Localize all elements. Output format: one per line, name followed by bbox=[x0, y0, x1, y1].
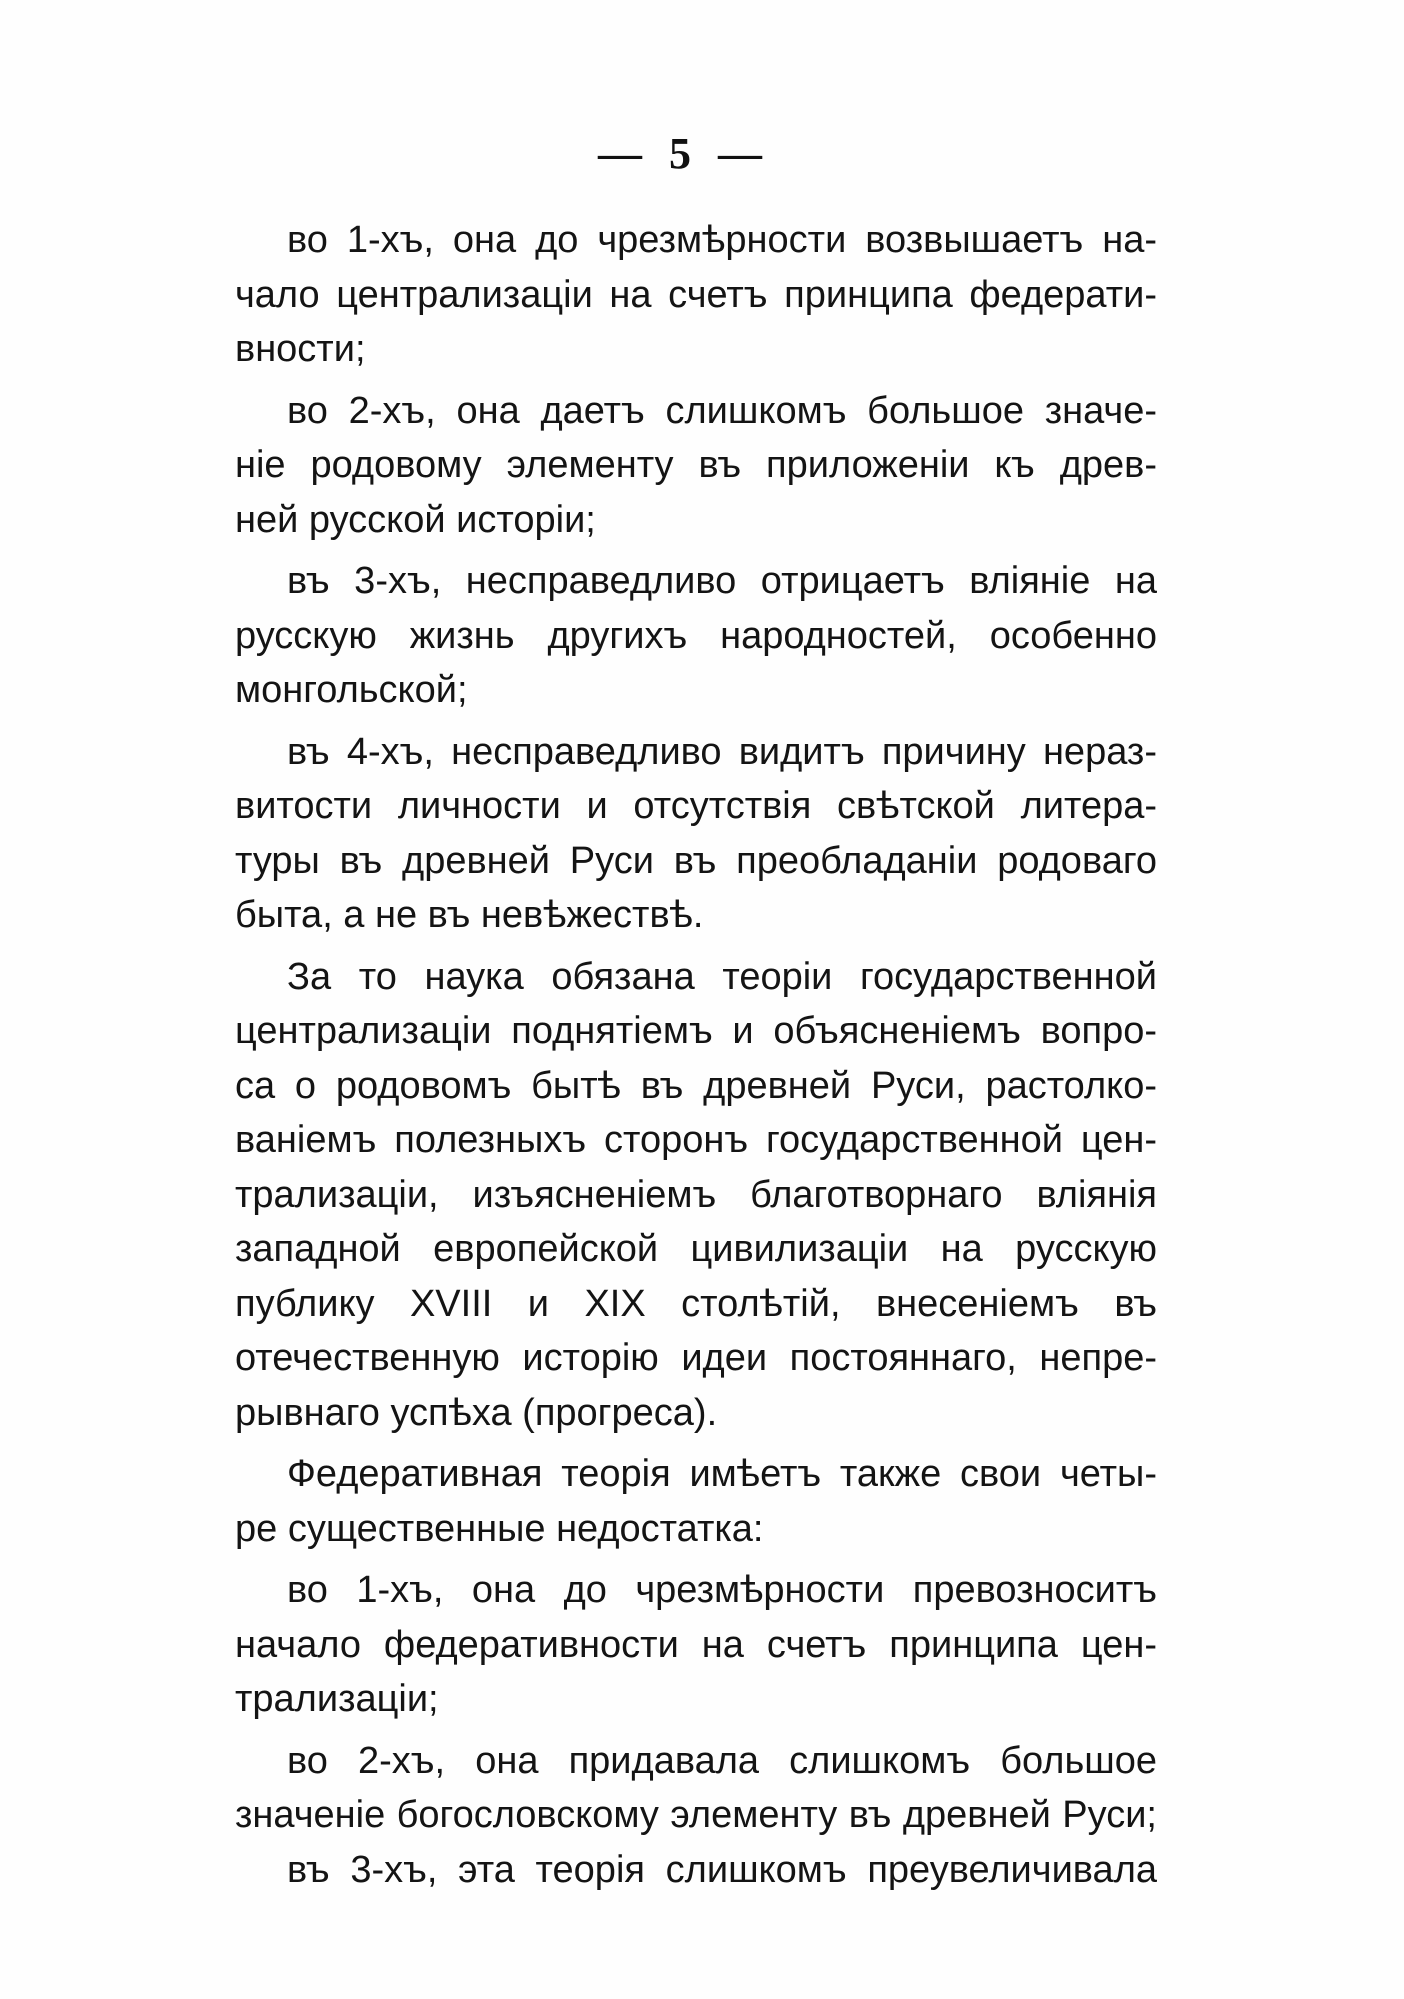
text-line: витости личности и отсутствія свѣтской литера- bbox=[235, 785, 1157, 827]
text-line: въ 3-хъ, эта теорія слишкомъ преувеличивала bbox=[287, 1848, 1157, 1891]
paragraph bbox=[235, 1447, 1157, 1556]
text-line: публику XVIII и XIX столѣтій, внесеніемъ въ bbox=[235, 1282, 1157, 1325]
text-line: чало централизаціи на счетъ принципа федерати- bbox=[235, 273, 1157, 316]
text-line: трализаціи, изъясненіемъ благотворнаго вліянія bbox=[235, 1173, 1157, 1216]
text-line: ней русской исторіи; bbox=[235, 498, 596, 541]
text-line: туры въ древней Руси въ преобладаніи родоваго bbox=[235, 839, 1157, 882]
text-line: Федеративная теорія имѣетъ также свои четы- bbox=[287, 1453, 1157, 1495]
paragraph bbox=[235, 1734, 1157, 1843]
paragraph bbox=[235, 1563, 1157, 1727]
text-line: ваніемъ полезныхъ сторонъ государственной цен- bbox=[235, 1119, 1157, 1161]
text-line: западной европейской цивилизаціи на русскую bbox=[235, 1228, 1157, 1270]
text-line: въ 4-хъ, несправедливо видитъ причину нераз- bbox=[287, 730, 1157, 773]
text-line: монгольской; bbox=[235, 669, 468, 711]
text-line: во 2-хъ, она даетъ слишкомъ большое значе- bbox=[287, 389, 1157, 432]
text-line: вности; bbox=[235, 328, 366, 370]
text-line: са о родовомъ бытѣ въ древней Руси, растолко- bbox=[235, 1064, 1157, 1107]
text-line: значеніе богословскому элементу въ древней Руси; bbox=[235, 1794, 1157, 1836]
text-line: во 1-хъ, она до чрезмѣрности превозноситъ bbox=[287, 1569, 1157, 1611]
body-text bbox=[235, 213, 1157, 1897]
text-line: трализаціи; bbox=[235, 1678, 439, 1720]
paragraph bbox=[235, 1843, 1157, 1898]
text-line: быта, а не въ невѣжествѣ. bbox=[235, 894, 704, 936]
text-line: начало федеративности на счетъ принципа цен- bbox=[235, 1623, 1157, 1666]
text-line: во 1-хъ, она до чрезмѣрности возвышаетъ на- bbox=[287, 219, 1157, 261]
text-line: отечественную исторію идеи постояннаго, непре- bbox=[235, 1337, 1157, 1379]
text-line: во 2-хъ, она придавала слишкомъ большое bbox=[287, 1739, 1157, 1782]
text-line: въ 3-хъ, несправедливо отрицаетъ вліяніе на bbox=[287, 560, 1157, 602]
text-line: За то наука обязана теоріи государственной bbox=[287, 955, 1157, 998]
text-line: ніе родовому элементу въ приложеніи къ древ- bbox=[235, 444, 1157, 486]
text-line: русскую жизнь другихъ народностей, особенно bbox=[235, 614, 1157, 657]
paragraph bbox=[235, 384, 1157, 548]
text-line: рывнаго успѣха (прогреса). bbox=[235, 1391, 718, 1434]
paragraph bbox=[235, 213, 1157, 377]
paragraph bbox=[235, 950, 1157, 1441]
paragraph bbox=[235, 725, 1157, 943]
text-line: ре существенные недостатка: bbox=[235, 1507, 764, 1550]
page-number: — 5 — bbox=[598, 129, 770, 178]
paragraph bbox=[235, 554, 1157, 718]
text-line: централизаціи поднятіемъ и объясненіемъ вопро- bbox=[235, 1010, 1157, 1052]
